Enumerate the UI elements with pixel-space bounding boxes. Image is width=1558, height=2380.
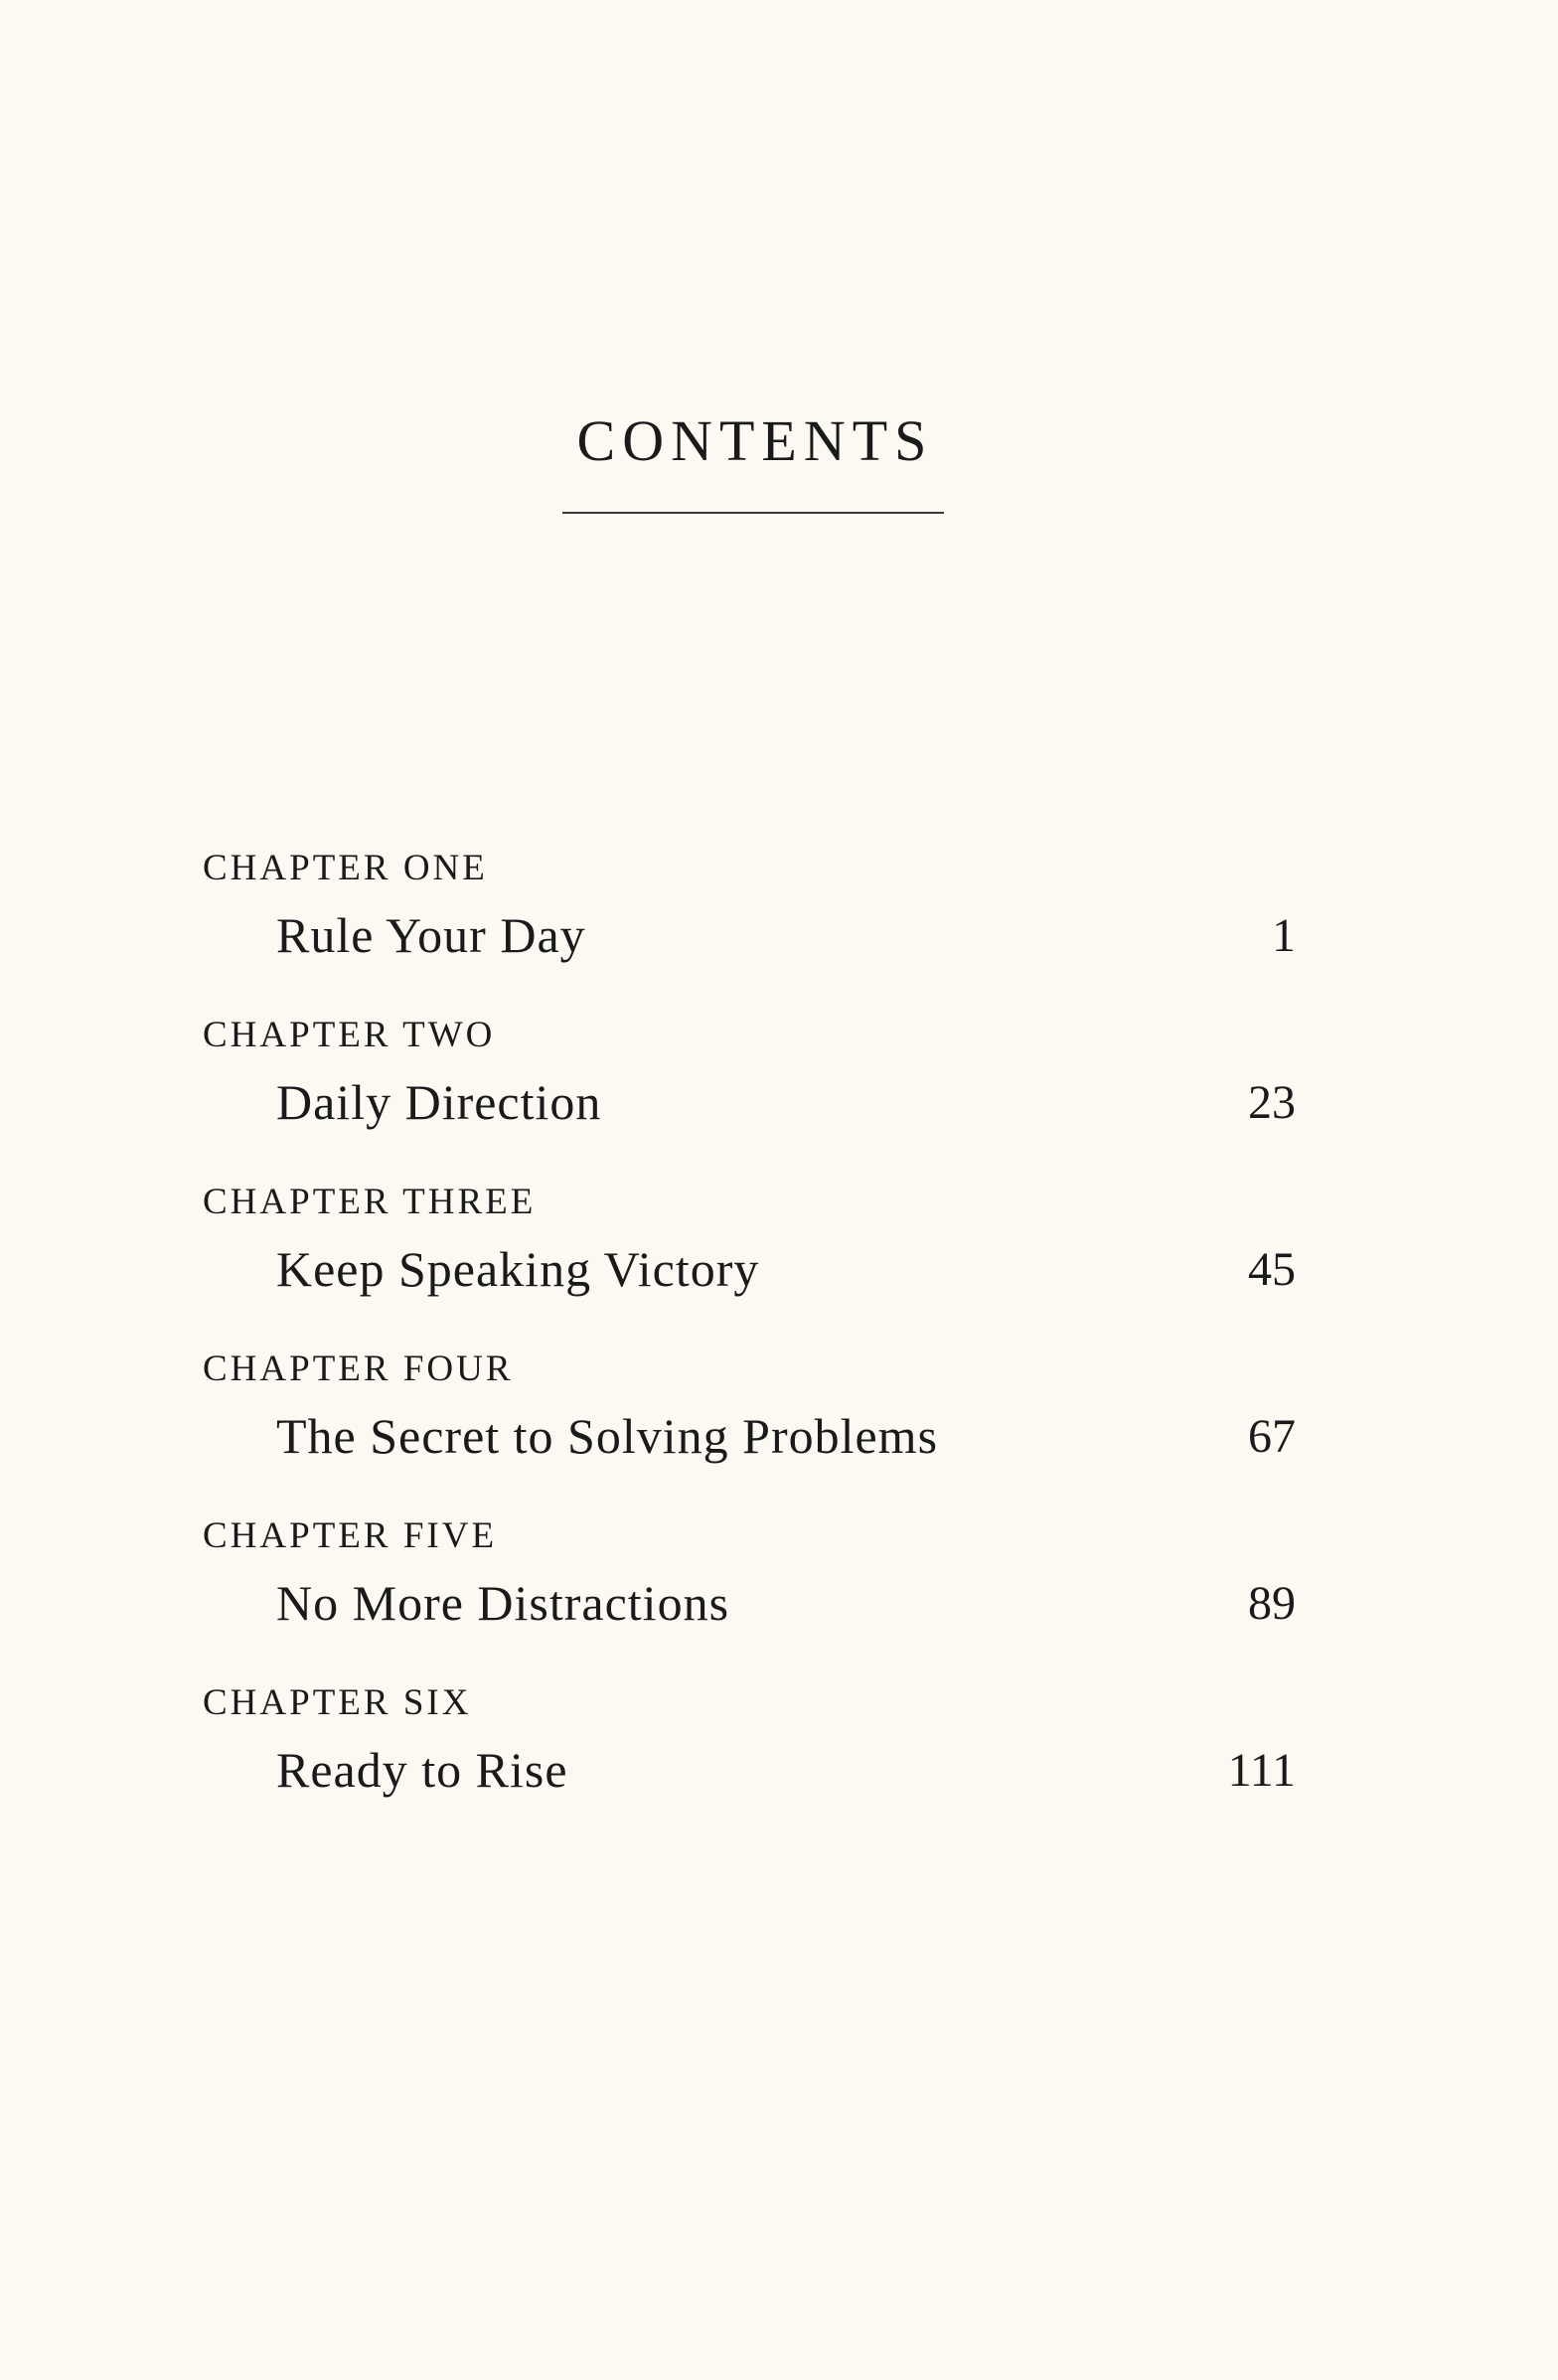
chapter-title: Rule Your Day — [276, 907, 586, 963]
chapter-page-number: 67 — [1248, 1410, 1296, 1463]
chapter-page-number: 89 — [1248, 1577, 1296, 1630]
chapter-label: CHAPTER THREE — [203, 1182, 537, 1222]
chapter-label: CHAPTER TWO — [203, 1015, 496, 1055]
toc-entry-chapter-five[interactable] — [203, 1514, 1296, 1681]
chapter-page-number: 23 — [1248, 1076, 1296, 1129]
chapter-label: CHAPTER ONE — [203, 848, 488, 888]
toc-entry-chapter-four[interactable] — [203, 1348, 1296, 1514]
title-underline — [562, 512, 944, 514]
chapter-page-number: 45 — [1248, 1243, 1296, 1296]
toc-entry-chapter-two[interactable] — [203, 1014, 1296, 1181]
chapter-label: CHAPTER FIVE — [203, 1515, 498, 1556]
chapter-title: Daily Direction — [276, 1074, 602, 1130]
page-title: CONTENTS — [576, 408, 934, 473]
toc-entry-chapter-three[interactable] — [203, 1181, 1296, 1348]
toc-entry-chapter-one[interactable] — [203, 847, 1296, 1014]
chapter-title: The Secret to Solving Problems — [276, 1408, 939, 1464]
chapter-label: CHAPTER FOUR — [203, 1349, 514, 1389]
chapter-title: No More Distractions — [276, 1575, 730, 1631]
table-of-contents — [203, 847, 1296, 1848]
chapter-title: Keep Speaking Victory — [276, 1241, 760, 1297]
chapter-title: Ready to Rise — [276, 1742, 568, 1798]
chapter-page-number: 111 — [1227, 1744, 1296, 1797]
chapter-page-number: 1 — [1272, 909, 1296, 962]
toc-entry-chapter-six[interactable] — [203, 1681, 1296, 1848]
chapter-label: CHAPTER SIX — [203, 1682, 472, 1723]
